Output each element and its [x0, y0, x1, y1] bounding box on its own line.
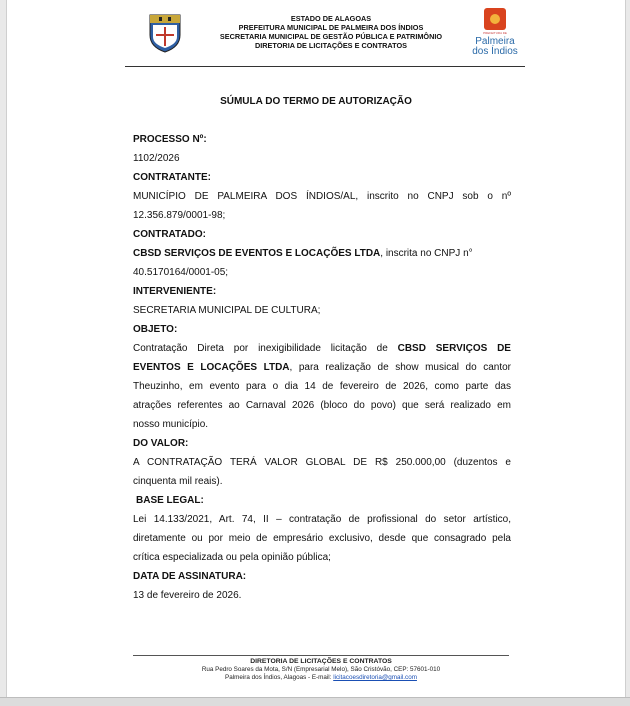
footer-address: Rua Pedro Soares da Mota, S/N (Empresarial Melo), São Cristóvão, CEP: 57601-010 [201, 666, 441, 673]
objeto-line2 [133, 358, 511, 377]
document-header [125, 8, 525, 66]
objeto-line1 [133, 339, 511, 358]
document-title: SÚMULA DO TERMO DE AUTORIZAÇÃO [220, 96, 412, 107]
footer-divider [133, 655, 509, 656]
objeto-line3: Theuzinho, em evento para o dia 14 de fevereiro de 2026, como parte das [133, 381, 511, 392]
contratado-cnpj-intro: , inscrita no CNPJ n° [380, 248, 473, 259]
document-body [133, 130, 511, 605]
document-footer [125, 658, 517, 682]
document-page [6, 0, 626, 697]
data-assinatura-value: 13 de fevereiro de 2026. [133, 590, 242, 601]
objeto-text-1a: Contratação Direta por inexigibilidade licitação de [133, 343, 398, 354]
header-prefecture: PREFEITURA MUNICIPAL DE PALMEIRA DOS ÍNDIOS [238, 23, 424, 32]
base-legal-line1: Lei 14.133/2021, Art. 74, II – contratação de profissional do setor artístico, [133, 514, 511, 525]
objeto-company-2: EVENTOS E LOCAÇÕES LTDA [133, 362, 290, 373]
footer-email-link[interactable]: licitacoesdiretoria@gmail.com [333, 674, 417, 681]
municipal-crest-icon [147, 11, 183, 53]
base-legal-line2: diretamente ou por meio de empresário exclusivo, desde que consagrado pela [133, 533, 511, 544]
header-state: ESTADO DE ALAGOAS [290, 14, 372, 23]
base-legal-line3: crítica especializada ou pela opinião pública; [133, 552, 331, 563]
city-logo-icon [484, 8, 506, 30]
base-legal-label: BASE LEGAL: [136, 495, 204, 506]
objeto-line4: atrações referentes ao Carnaval 2026 (bloco do povo) que será realizado em [133, 400, 511, 411]
objeto-line5: nosso município. [133, 419, 209, 430]
contratado-line2: 40.5170164/0001-05; [133, 267, 229, 278]
header-secretariat: SECRETARIA MUNICIPAL DE GESTÃO PÚBLICA E PATRIMÔNIO [219, 32, 443, 41]
data-assinatura-label: DATA DE ASSINATURA: [133, 571, 247, 582]
interveniente-value: SECRETARIA MUNICIPAL DE CULTURA; [133, 305, 321, 316]
valor-line2: cinquenta mil reais). [133, 476, 223, 487]
contratado-name: CBSD SERVIÇOS DE EVENTOS E LOCAÇÕES LTDA [133, 248, 381, 259]
footer-title: DIRETORIA DE LICITAÇÕES E CONTRATOS [250, 658, 392, 665]
logo-name-line2: dos Índios [472, 46, 518, 57]
contratado-line1 [133, 244, 511, 263]
footer-city-line [125, 674, 517, 682]
processo-value: 1102/2026 [133, 153, 180, 164]
logo-name-line1: Palmeira [475, 36, 515, 47]
header-divider [125, 66, 525, 67]
contratado-label: CONTRATADO: [133, 229, 206, 240]
contratante-label: CONTRATANTE: [133, 172, 211, 183]
city-logo [469, 8, 521, 64]
contratante-line2: 12.356.879/0001-98; [133, 210, 226, 221]
processo-label: PROCESSO Nº: [133, 134, 207, 145]
objeto-label: OBJETO: [133, 324, 178, 335]
objeto-text-2b: , para realização de show musical do cantor [289, 362, 511, 373]
contratante-line1: MUNICÍPIO DE PALMEIRA DOS ÍNDIOS/AL, inscrito no CNPJ sob o nº [133, 191, 511, 202]
valor-line1: A CONTRATAÇÃO TERÁ VALOR GLOBAL DE R$ 250.000,00 (duzentos e [133, 457, 511, 468]
header-text [195, 14, 467, 50]
interveniente-label: INTERVENIENTE: [133, 286, 217, 297]
objeto-company-1: CBSD SERVIÇOS DE [397, 343, 511, 354]
header-directorate: DIRETORIA DE LICITAÇÕES E CONTRATOS [254, 41, 408, 50]
logo-subtitle: PREFEITURA DE [483, 31, 507, 35]
valor-label: DO VALOR: [133, 438, 189, 449]
footer-city: Palmeira dos Índios, Alagoas - E-mail: [225, 674, 334, 681]
